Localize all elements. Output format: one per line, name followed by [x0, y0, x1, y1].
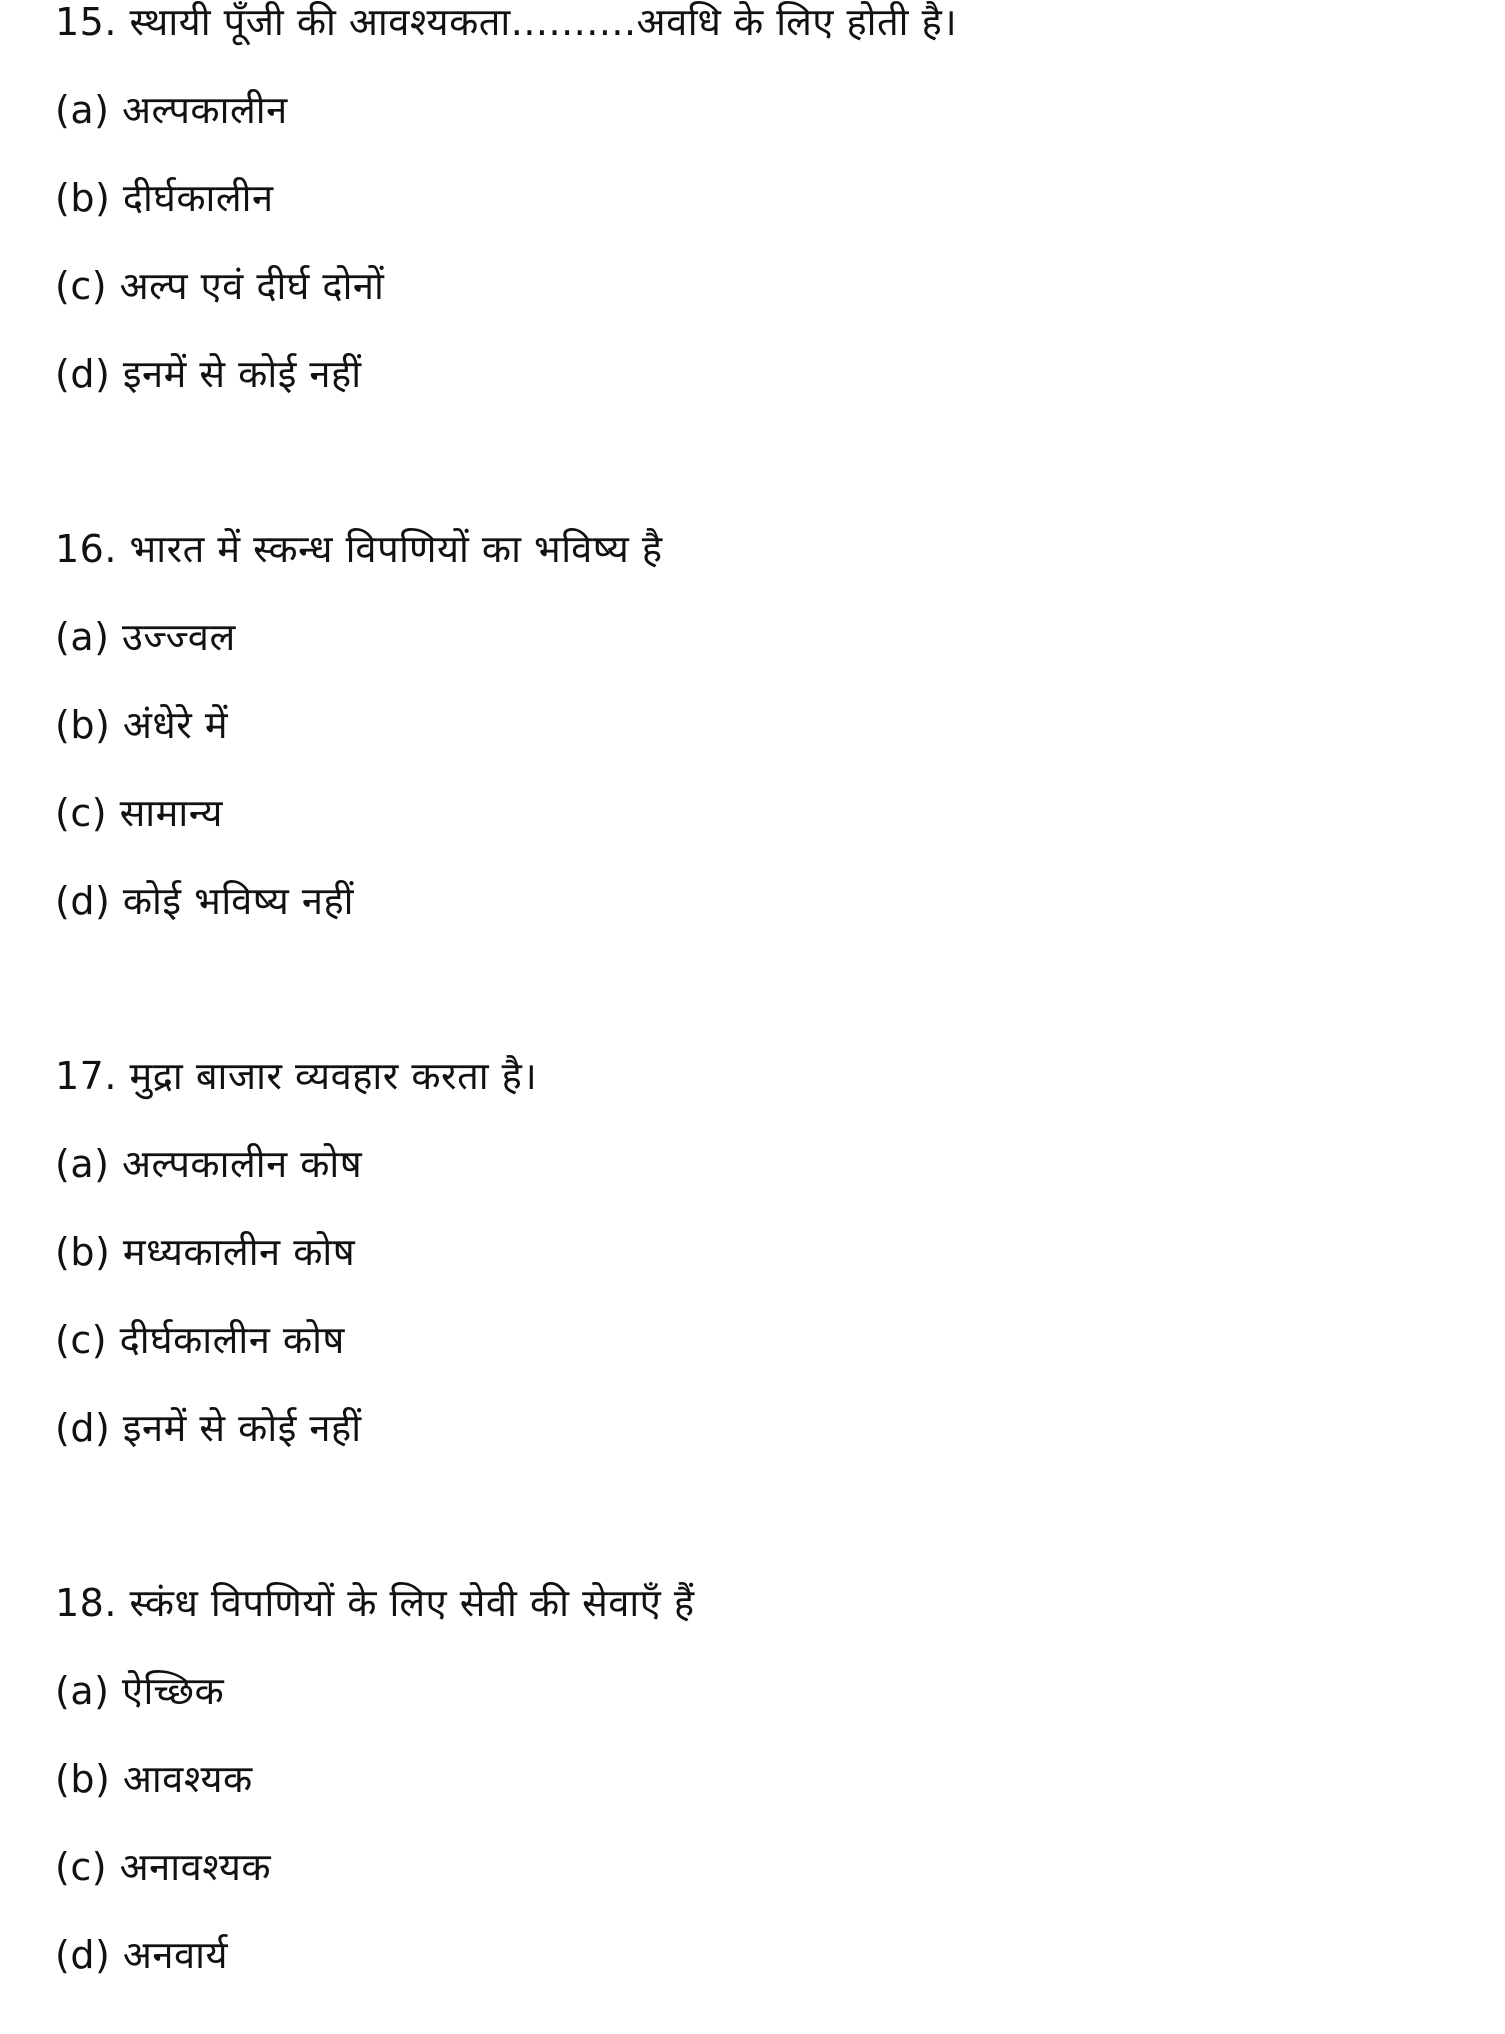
option-a: (a) उज्ज्वल — [55, 615, 236, 659]
question-16 — [55, 505, 1455, 945]
option-b: (b) अंधेरे में — [55, 703, 229, 747]
option-b: (b) मध्यकालीन कोष — [55, 1230, 356, 1274]
question-18 — [55, 1559, 1455, 1999]
option-d: (d) कोई भविष्य नहीं — [55, 879, 355, 923]
option-d: (d) इनमें से कोई नहीं — [55, 352, 362, 396]
option-d: (d) अनवार्य — [55, 1933, 228, 1977]
question-text: 17. मुद्रा बाजार व्यवहार करता है। — [55, 1054, 538, 1098]
question-text: 15. स्थायी पूँजी की आवश्यकता..........अवधि के लिए होती है। — [55, 0, 958, 44]
question-text: 16. भारत में स्कन्ध विपणियों का भविष्य है — [55, 527, 663, 571]
question-15 — [55, 0, 1455, 418]
option-b: (b) दीर्घकालीन — [55, 176, 274, 220]
option-a: (a) अल्पकालीन कोष — [55, 1142, 363, 1186]
option-a: (a) ऐच्छिक — [55, 1669, 225, 1713]
option-d: (d) इनमें से कोई नहीं — [55, 1406, 362, 1450]
option-c: (c) अनावश्यक — [55, 1845, 272, 1889]
option-a: (a) अल्पकालीन — [55, 88, 288, 132]
option-c: (c) अल्प एवं दीर्घ दोनों — [55, 264, 385, 308]
option-c: (c) दीर्घकालीन कोष — [55, 1318, 345, 1362]
option-c: (c) सामान्य — [55, 791, 223, 835]
option-b: (b) आवश्यक — [55, 1757, 253, 1801]
question-text: 18. स्कंध विपणियों के लिए सेवी की सेवाएँ हैं — [55, 1581, 695, 1625]
question-17 — [55, 1032, 1455, 1472]
